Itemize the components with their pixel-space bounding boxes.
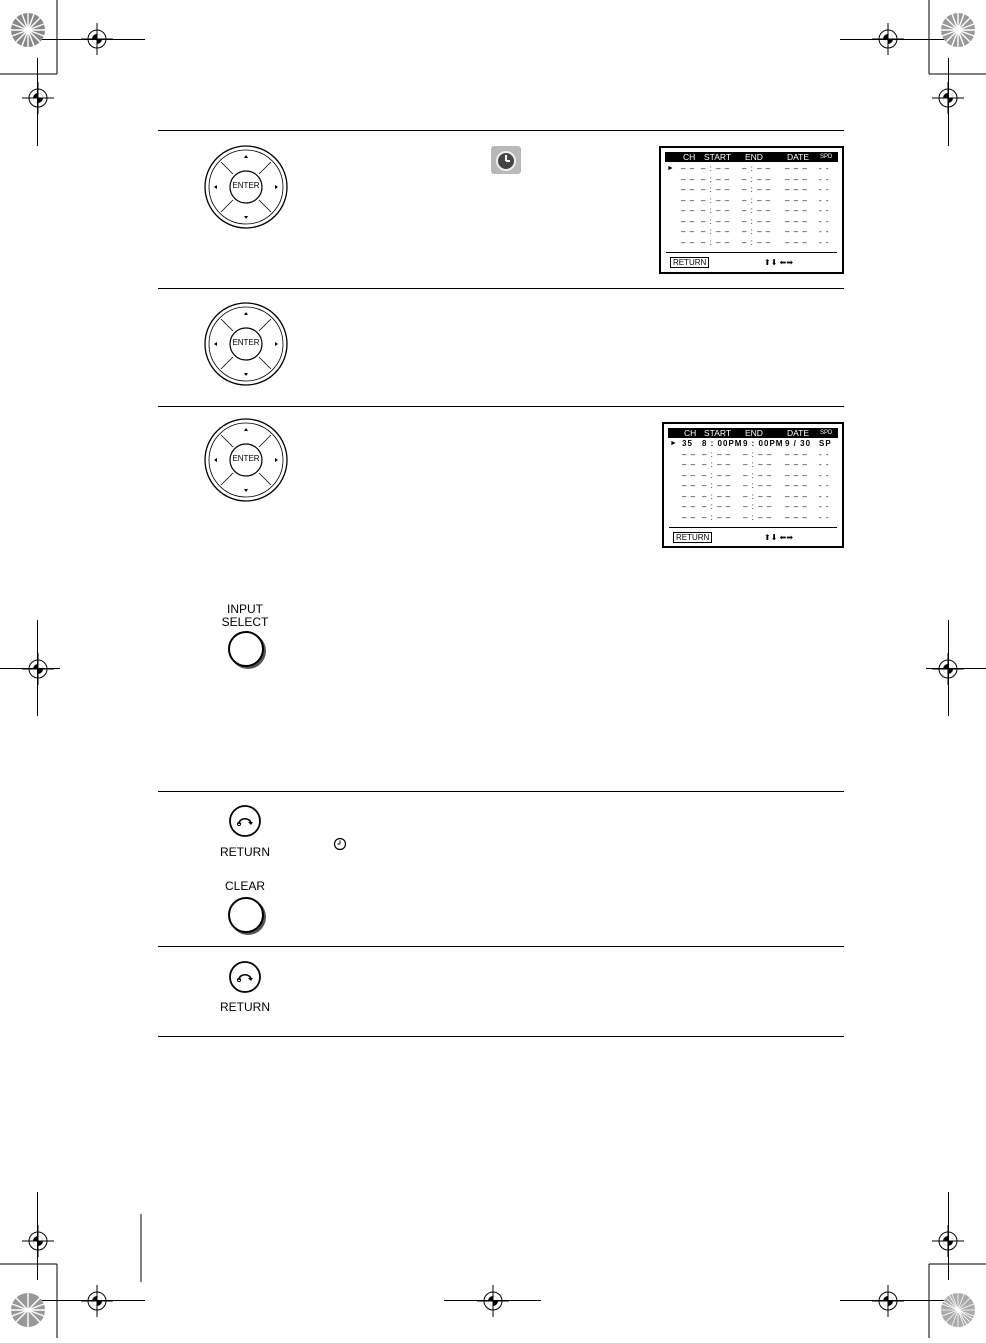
row-start: – : – – [702, 470, 732, 480]
clear-button[interactable] [228, 897, 264, 933]
enter-label: ENTER [232, 454, 260, 463]
row-ch: – – [681, 216, 696, 226]
row-start: – : – – [702, 460, 732, 469]
enter-dpad-button[interactable] [204, 418, 288, 502]
registration-target [477, 1285, 509, 1322]
crop-line [948, 58, 949, 146]
nav-hint: ⬆⬇ ⬅➡ [764, 533, 794, 542]
row-spd: SP [819, 439, 832, 448]
timer-icon [491, 146, 521, 174]
row-ch: – – [681, 185, 696, 194]
header-start: START [704, 152, 732, 162]
header-spd: SPD [820, 154, 833, 160]
return-label: RETURN [673, 532, 712, 543]
row-date: – – – [785, 195, 808, 205]
return-arrow-icon [229, 805, 263, 839]
registration-target [22, 1225, 54, 1262]
color-target-mark [938, 10, 978, 55]
row-start: – : – – [702, 491, 732, 501]
row-start: – : – – [702, 481, 732, 490]
row-spd: - - [819, 206, 830, 215]
row-ch: – – [682, 502, 697, 511]
row-date: – – – [785, 449, 808, 459]
timer-list-screen [659, 146, 844, 274]
header-spd: SPD [820, 430, 833, 436]
registration-target [872, 1285, 904, 1322]
row-date: – – – [785, 470, 808, 480]
osd-separator [669, 527, 837, 528]
row-spd: - - [819, 481, 830, 490]
row-end: – : – – [742, 195, 772, 205]
section-divider [158, 288, 844, 289]
registration-target [872, 23, 904, 60]
row-end: – : – – [743, 449, 773, 459]
row-date: – – – [785, 512, 808, 522]
row-start: – : – – [701, 195, 731, 205]
row-end: – : – – [743, 491, 773, 501]
row-end: – : – – [742, 174, 772, 184]
row-date: – – – [785, 174, 808, 184]
row-cursor: ► [667, 165, 675, 172]
row-ch: – – [681, 206, 696, 215]
row-date: – – – [785, 185, 808, 194]
nav-hint: ⬆⬇ ⬅➡ [764, 258, 794, 267]
row-spd: - - [819, 470, 830, 480]
input-select-line1: INPUT [227, 602, 263, 616]
header-end: END [745, 428, 763, 438]
row-spd: - - [819, 502, 830, 511]
registration-target [22, 82, 54, 119]
clear-label: CLEAR [224, 879, 265, 893]
input-select-button[interactable] [228, 631, 264, 667]
section-divider [158, 130, 844, 131]
row-end: – : – – [743, 512, 773, 522]
return-label: RETURN [670, 257, 709, 268]
row-spd: - - [819, 237, 830, 247]
row-start: 8 : 00PM [702, 439, 743, 448]
row-ch: – – [682, 460, 697, 469]
clock-icon [333, 837, 347, 856]
osd-separator [666, 252, 837, 253]
crop-line [40, 1300, 145, 1301]
row-date: 9 / 30 [785, 439, 812, 448]
row-spd: - - [819, 449, 830, 459]
row-end: – : – – [742, 216, 772, 226]
header-ch: CH [683, 152, 696, 162]
row-spd: - - [819, 216, 830, 226]
timer-list-screen [662, 422, 844, 548]
row-start: – : – – [701, 164, 731, 173]
row-spd: - - [819, 460, 830, 469]
return-label: RETURN [220, 845, 270, 859]
row-start: – : – – [701, 185, 731, 194]
crop-line [926, 668, 986, 669]
section-divider [158, 406, 844, 407]
row-start: – : – – [702, 502, 732, 511]
row-ch: – – [681, 164, 696, 173]
return-label: RETURN [220, 1000, 270, 1014]
header-date: DATE [787, 152, 810, 162]
row-start: – : – – [701, 237, 731, 247]
enter-dpad-button[interactable] [204, 145, 288, 229]
row-end: – : – – [742, 227, 772, 236]
enter-dpad-button[interactable] [204, 302, 288, 386]
header-date: DATE [787, 428, 810, 438]
registration-target [22, 653, 54, 690]
row-spd: - - [819, 227, 830, 236]
row-ch: 35 [682, 439, 693, 448]
row-end: 9 : 00PM [743, 439, 784, 448]
header-ch: CH [684, 428, 697, 438]
row-start: – : – – [701, 227, 731, 236]
row-date: – – – [785, 216, 808, 226]
row-end: – : – – [743, 502, 773, 511]
section-divider [158, 1036, 844, 1037]
registration-target [81, 23, 113, 60]
row-spd: - - [819, 512, 830, 522]
row-start: – : – – [701, 174, 731, 184]
row-date: – – – [785, 237, 808, 247]
crop-line [37, 1192, 38, 1280]
row-ch: – – [682, 512, 697, 522]
row-end: – : – – [742, 164, 772, 173]
row-date: – – – [785, 481, 808, 490]
row-spd: - - [819, 174, 830, 184]
header-end: END [745, 152, 763, 162]
crop-line [37, 58, 38, 146]
row-date: – – – [785, 460, 808, 469]
crop-line [948, 1192, 949, 1280]
crop-line [0, 668, 60, 669]
row-ch: – – [682, 481, 697, 490]
row-date: – – – [785, 502, 808, 511]
timer-list-header [665, 152, 838, 162]
color-target-mark [938, 1290, 978, 1335]
row-date: – – – [785, 164, 808, 173]
row-end: – : – – [743, 460, 773, 469]
registration-target [81, 1285, 113, 1322]
timer-list-header [668, 428, 838, 438]
row-start: – : – – [702, 449, 732, 459]
row-date: – – – [785, 227, 808, 236]
row-end: – : – – [743, 470, 773, 480]
header-start: START [704, 428, 732, 438]
row-end: – : – – [742, 185, 772, 194]
section-divider [158, 791, 844, 792]
row-spd: - - [819, 195, 830, 205]
row-start: – : – – [701, 206, 731, 215]
input-select-label [208, 603, 282, 629]
row-ch: – – [681, 237, 696, 247]
input-select-line2: SELECT [221, 615, 269, 629]
enter-label: ENTER [232, 181, 260, 190]
section-divider [158, 946, 844, 947]
row-ch: – – [681, 227, 696, 236]
row-date: – – – [785, 206, 808, 215]
row-ch: – – [682, 449, 697, 459]
row-spd: - - [819, 164, 830, 173]
row-ch: – – [681, 195, 696, 205]
return-button[interactable] [229, 805, 261, 837]
row-spd: - - [819, 491, 830, 501]
color-target-mark [8, 10, 48, 55]
row-ch: – – [681, 174, 696, 184]
row-cursor: ► [670, 440, 678, 447]
row-end: – : – – [742, 206, 772, 215]
crop-line [840, 1300, 945, 1301]
return-button[interactable] [229, 961, 261, 993]
crop-line [444, 1300, 541, 1301]
row-ch: – – [682, 491, 697, 501]
row-date: – – – [785, 491, 808, 501]
row-end: – : – – [742, 237, 772, 247]
enter-label: ENTER [232, 338, 260, 347]
return-arrow-icon [229, 961, 263, 995]
crop-line [840, 39, 945, 40]
color-target-mark [8, 1290, 48, 1335]
crop-line [40, 39, 145, 40]
row-start: – : – – [702, 512, 732, 522]
row-spd: - - [819, 185, 830, 194]
row-ch: – – [682, 470, 697, 480]
row-end: – : – – [743, 481, 773, 490]
row-start: – : – – [701, 216, 731, 226]
